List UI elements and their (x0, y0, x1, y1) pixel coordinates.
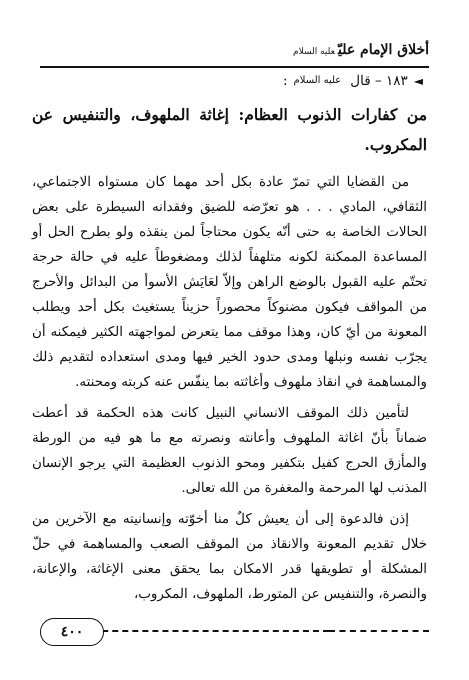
header-honorific: عليه السلام (293, 47, 335, 57)
paragraph-1: من القضايا التي تمرّ عادة بكل أحد مهما كان مستواه الاجتماعي، الثقافي، المادي . . . هو تعرّضه للضيق وفقدانه السيطرة على بعض الحالات الخاصة به حتى أنّه يكون محتاجاً لمن ينقذه ولو بطرح الحل أو المساعدة الممكنة لكونه متلهفاً لذلك ومضغوطاً عليه في حالة حرجة تحتّم عليه القبول بالوضع الراهن وإلاّ لعَايَش الأسوأ من البدائل والأحرج من المواقف فيكون مضنوكاً محصوراً حزيناً يستغيث بكل أحد ويطلب المعونة من أيّ كان، وهذا موقف مما يتعرض لمواجهته الكثير فيمكنه أن يجرّب نفسه ونبلها ومدى حدود الخير فيها ومدى استعداده لتقديم ذلك والمساهمة في انقاذ ملهوف وأغاثته بما ينفّس عنه كربته ومحنته. (32, 175, 427, 390)
triangle-marker-icon: ◄ (413, 74, 423, 88)
header-title-text: أخلاق الإمام عليّ (337, 42, 429, 58)
footer-divider-right (329, 630, 429, 632)
section-number-line (32, 70, 423, 92)
running-header (40, 22, 429, 68)
paragraph-3: إذن فالدعوة إلى أن يعيش كلٌ منا أخوّته وإنسانيته مع الآخرين من خلال تقديم المعونة والانقاذ من الموقف الصعب والمساهمة في حلّ المشكلة أو تطويقها قدر الامكان بما يحقق معنى الإغاثة، والإعانة، والنصرة، والتنفيس عن المتورط، الملهوف، المكروب، (32, 512, 427, 602)
header-title (293, 42, 429, 58)
section-honorific: عليه السلام (293, 75, 342, 86)
section-heading: من كفارات الذنوب العظام: إغاثة الملهوف، والتنفيس عن المكروب. (32, 105, 427, 154)
section-colon: : (282, 73, 288, 89)
page-number: ٤٠٠ (40, 618, 104, 646)
paragraph-2: لتأمين ذلك الموقف الانساني النبيل كانت هذه الحكمة قد أعطت ضماناً بأنّ اغاثة الملهوف وأعانته ونصرته مع ما هو فيه من الورطة والمأزق الحرج كفيل بتكفير ومحو الذنوب العظيمة التي يرجو الإنسان المذنب لها المرحمة والمغفرة من الله تعالى. (32, 406, 427, 496)
page-content (32, 70, 427, 613)
section-number: ١٨٣ – قال (350, 73, 408, 89)
